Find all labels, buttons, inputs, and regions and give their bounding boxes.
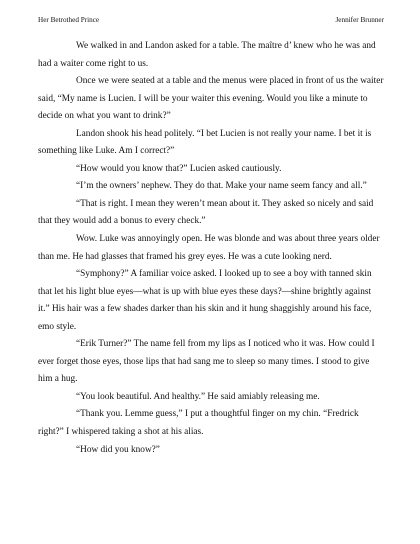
page-body	[38, 38, 384, 459]
paragraph: “Erik Turner?” The name fell from my lips as I noticed who it was. How could I ever forget those eyes, those lips that had sang me to sleep so many times. I stood to give him a hug.	[38, 339, 375, 385]
paragraph: “You look beautiful. And healthy.” He said amiably releasing me.	[76, 391, 320, 402]
paragraph: Wow. Luke was annoyingly open. He was blonde and was about three years older than me. He had glasses that framed his grey eyes. He was a cute looking nerd.	[38, 234, 380, 262]
book-title: Her Betrothed Prince	[38, 16, 100, 24]
paragraph: “I’m the owners’ nephew. They do that. Make your name seem fancy and all.”	[76, 181, 367, 192]
paragraph: “Thank you. Lemme guess,” I put a thoughtful finger on my chin. “Fredrick right?” I whispered taking a shot at his alias.	[38, 409, 359, 438]
paragraph: Once we were seated at a table and the menus were placed in front of us the waiter said, “My name is Lucien. I will be your waiter this evening. Would you like a minute to decide on what you want to drink?”	[38, 76, 384, 122]
paragraph: “Symphony?” A familiar voice asked. I looked up to see a boy with tanned skin that let his light blue eyes—what is up with blue eyes these days?—shine brightly against it.” His hair was a few shades darker than his skin and it hung shaggishly around his face, emo style.	[38, 269, 372, 332]
paragraph: “How would you know that?” Lucien asked cautiously.	[76, 163, 282, 174]
paragraph: We walked in and Landon asked for a table. The maître d’ knew who he was and had a waiter come right to us.	[38, 41, 376, 69]
paragraph: “How did you know?”	[76, 444, 160, 455]
author-name: Jennifer Brunner	[335, 16, 384, 24]
paragraph: “That is right. I mean they weren’t mean about it. They asked so nicely and said that they would add a bonus to every check.”	[38, 198, 374, 227]
paragraph: Landon shook his head politely. “I bet Lucien is not really your name. I bet it is something like Luke. Am I correct?”	[38, 128, 372, 157]
